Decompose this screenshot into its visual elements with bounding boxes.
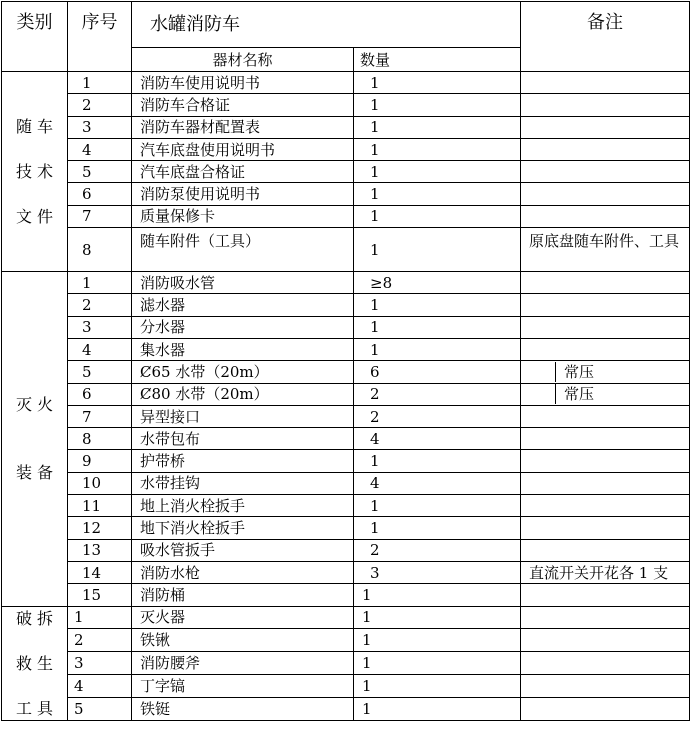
- table-row: [2, 272, 690, 294]
- seq-cell: 6: [68, 383, 132, 405]
- seq-cell: 15: [68, 584, 132, 606]
- quantity-cell: 2: [354, 539, 521, 561]
- quantity-cell: 1: [354, 674, 521, 697]
- seq-cell: 4: [68, 338, 132, 360]
- note-cell: [521, 606, 690, 629]
- quantity-cell: 4: [354, 428, 521, 450]
- table-row: [2, 450, 690, 472]
- quantity-cell: 1: [354, 116, 521, 138]
- seq-cell: 7: [68, 205, 132, 227]
- category-cell: [2, 272, 68, 606]
- seq-cell: 5: [68, 361, 132, 383]
- table-row: [2, 428, 690, 450]
- seq-cell: 12: [68, 517, 132, 539]
- item-name-cell: 地上消火栓扳手: [132, 495, 354, 517]
- quantity-cell: 6: [354, 361, 521, 383]
- table-row: [2, 205, 690, 227]
- quantity-cell: 1: [354, 294, 521, 316]
- header-seq: 序号: [68, 2, 132, 72]
- table-row: [2, 228, 690, 272]
- table-row: [2, 383, 690, 405]
- table-row: [2, 72, 690, 94]
- note-cell: [521, 161, 690, 183]
- seq-cell: 2: [68, 94, 132, 116]
- quantity-cell: 3: [354, 561, 521, 583]
- item-name-cell: 水带挂钩: [132, 472, 354, 494]
- header-note: 备注: [521, 2, 690, 72]
- seq-cell: 10: [68, 472, 132, 494]
- item-name-cell: 护带桥: [132, 450, 354, 472]
- seq-cell: 14: [68, 561, 132, 583]
- table-row: [2, 561, 690, 583]
- note-cell: [521, 383, 690, 405]
- category-line: 破 拆: [15, 608, 54, 628]
- seq-cell: 5: [68, 161, 132, 183]
- item-name-cell: 丁字镐: [132, 674, 354, 697]
- note-cell: 直流开关开花各 1 支: [521, 561, 690, 583]
- quantity-cell: 1: [354, 183, 521, 205]
- table-row: [2, 539, 690, 561]
- item-name-cell: 铁锹: [132, 629, 354, 652]
- seq-cell: 2: [68, 294, 132, 316]
- quantity-cell: 1: [354, 94, 521, 116]
- item-name-cell: Ȼ65 水带（20m）: [132, 361, 354, 383]
- quantity-cell: 1: [354, 606, 521, 629]
- table-row: [2, 584, 690, 606]
- category-line: 技 术: [15, 162, 54, 182]
- table-row: [2, 94, 690, 116]
- quantity-cell: 1: [354, 629, 521, 652]
- seq-cell: 7: [68, 405, 132, 427]
- seq-cell: 4: [68, 138, 132, 160]
- item-name-cell: 随车附件（工具）: [132, 228, 354, 272]
- table-row: [2, 161, 690, 183]
- table-row: [2, 674, 690, 697]
- seq-cell: 1: [68, 272, 132, 294]
- note-cell: [521, 674, 690, 697]
- seq-cell: 13: [68, 539, 132, 561]
- item-name-cell: 质量保修卡: [132, 205, 354, 227]
- item-name-cell: 消防腰斧: [132, 652, 354, 675]
- item-name-cell: 消防吸水管: [132, 272, 354, 294]
- note-cell: [521, 294, 690, 316]
- note-cell: [521, 450, 690, 472]
- note-cell: [521, 183, 690, 205]
- item-name-cell: 消防车使用说明书: [132, 72, 354, 94]
- item-name-cell: 集水器: [132, 338, 354, 360]
- equipment-table: [1, 1, 690, 721]
- category-line: 灭 火: [15, 395, 54, 415]
- table-row: [2, 316, 690, 338]
- item-name-cell: 消防车器材配置表: [132, 116, 354, 138]
- quantity-cell: 1: [354, 517, 521, 539]
- table-row: [2, 652, 690, 675]
- header-row-top: [2, 2, 690, 48]
- header-quantity: 数量: [354, 48, 521, 72]
- header-category: 类别: [2, 2, 68, 72]
- item-name-cell: 铁铤: [132, 697, 354, 720]
- seq-cell: 4: [68, 674, 132, 697]
- note-cell: 原底盘随车附件、工具: [521, 228, 690, 272]
- table-row: [2, 606, 690, 629]
- note-cell: [521, 517, 690, 539]
- quantity-cell: 1: [354, 138, 521, 160]
- note-cell: [521, 539, 690, 561]
- quantity-cell: 1: [354, 652, 521, 675]
- note-cell: [521, 629, 690, 652]
- note-cell: [521, 472, 690, 494]
- item-name-cell: 灭火器: [132, 606, 354, 629]
- header-item-name: 器材名称: [132, 48, 354, 72]
- note-cell: [521, 405, 690, 427]
- quantity-cell: 2: [354, 405, 521, 427]
- quantity-cell: ≥8: [354, 272, 521, 294]
- item-name-cell: 消防泵使用说明书: [132, 183, 354, 205]
- note-cell: [521, 361, 690, 383]
- quantity-cell: 1: [354, 316, 521, 338]
- note-cell: [521, 584, 690, 606]
- note-cell: [521, 338, 690, 360]
- item-name-cell: 消防桶: [132, 584, 354, 606]
- seq-cell: 3: [68, 116, 132, 138]
- table-row: [2, 183, 690, 205]
- quantity-cell: 1: [354, 338, 521, 360]
- item-name-cell: 消防车合格证: [132, 94, 354, 116]
- note-cell: [521, 205, 690, 227]
- item-name-cell: 分水器: [132, 316, 354, 338]
- item-name-cell: 滤水器: [132, 294, 354, 316]
- note-text: 常压: [555, 384, 594, 404]
- table-row: [2, 517, 690, 539]
- seq-cell: 1: [68, 72, 132, 94]
- equipment-table-body: [2, 2, 690, 721]
- note-cell: [521, 94, 690, 116]
- quantity-cell: 1: [354, 205, 521, 227]
- note-cell: [521, 272, 690, 294]
- table-row: [2, 697, 690, 720]
- note-cell: [521, 138, 690, 160]
- note-cell: [521, 495, 690, 517]
- header-vehicle: 水罐消防车: [132, 2, 521, 48]
- category-cell: [2, 606, 68, 720]
- item-name-cell: 吸水管扳手: [132, 539, 354, 561]
- quantity-cell: 1: [354, 228, 521, 272]
- quantity-cell: 1: [354, 161, 521, 183]
- table-row: [2, 116, 690, 138]
- seq-cell: 6: [68, 183, 132, 205]
- quantity-cell: 1: [354, 450, 521, 472]
- table-row: [2, 405, 690, 427]
- table-row: [2, 361, 690, 383]
- seq-cell: 3: [68, 652, 132, 675]
- quantity-cell: 1: [354, 72, 521, 94]
- quantity-cell: 1: [354, 697, 521, 720]
- note-cell: [521, 697, 690, 720]
- table-row: [2, 495, 690, 517]
- note-cell: [521, 428, 690, 450]
- note-text: 常压: [555, 362, 594, 382]
- table-row: [2, 472, 690, 494]
- seq-cell: 3: [68, 316, 132, 338]
- item-name-cell: 汽车底盘使用说明书: [132, 138, 354, 160]
- quantity-cell: 4: [354, 472, 521, 494]
- category-line: 工 具: [15, 698, 54, 718]
- note-cell: [521, 652, 690, 675]
- category-line: 装 备: [15, 463, 54, 483]
- item-name-cell: 消防水枪: [132, 561, 354, 583]
- category-line: 随 车: [15, 117, 54, 137]
- note-cell: [521, 116, 690, 138]
- table-row: [2, 629, 690, 652]
- item-name-cell: 异型接口: [132, 405, 354, 427]
- seq-cell: 9: [68, 450, 132, 472]
- table-row: [2, 338, 690, 360]
- table-row: [2, 294, 690, 316]
- seq-cell: 2: [68, 629, 132, 652]
- seq-cell: 8: [68, 228, 132, 272]
- seq-cell: 11: [68, 495, 132, 517]
- note-cell: [521, 72, 690, 94]
- quantity-cell: 1: [354, 495, 521, 517]
- category-line: 文 件: [15, 207, 54, 227]
- seq-cell: 8: [68, 428, 132, 450]
- table-row: [2, 138, 690, 160]
- note-cell: [521, 316, 690, 338]
- quantity-cell: 1: [354, 584, 521, 606]
- item-name-cell: 汽车底盘合格证: [132, 161, 354, 183]
- item-name-cell: Ȼ80 水带（20m）: [132, 383, 354, 405]
- item-name-cell: 水带包布: [132, 428, 354, 450]
- seq-cell: 5: [68, 697, 132, 720]
- quantity-cell: 2: [354, 383, 521, 405]
- item-name-cell: 地下消火栓扳手: [132, 517, 354, 539]
- seq-cell: 1: [68, 606, 132, 629]
- category-cell: [2, 72, 68, 272]
- category-line: 救 生: [15, 653, 54, 673]
